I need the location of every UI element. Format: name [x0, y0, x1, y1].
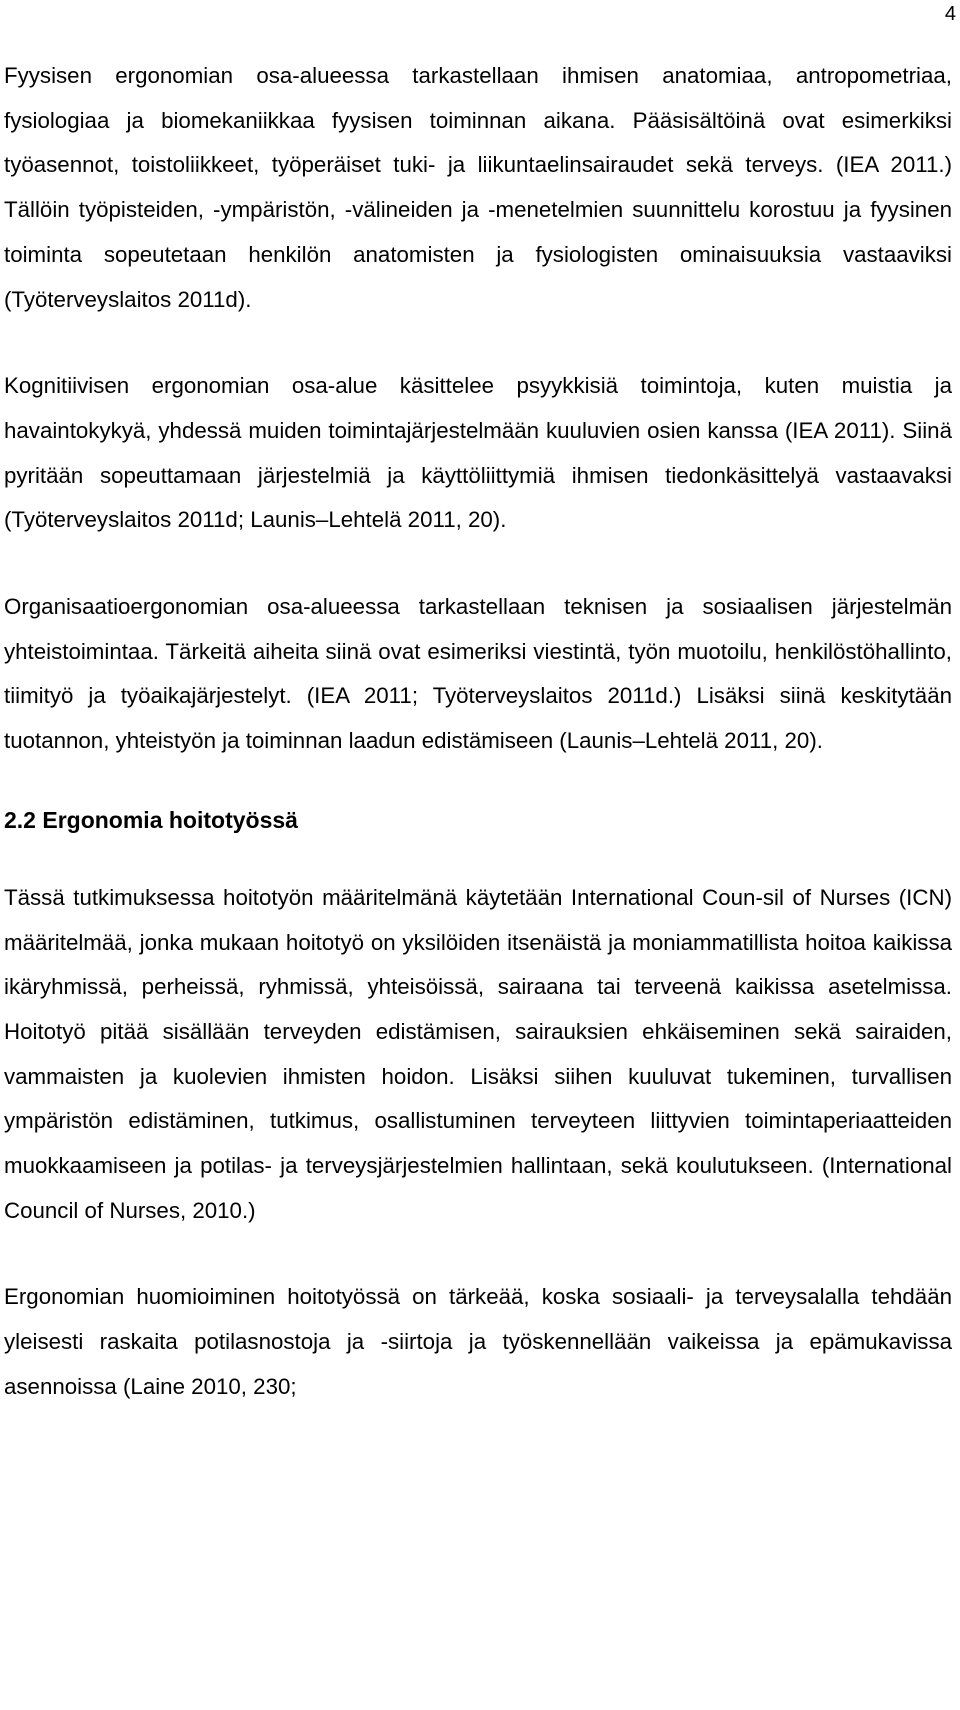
document-body	[4, 54, 952, 1410]
section-heading: 2.2 Ergonomia hoitotyössä	[4, 806, 298, 833]
paragraph-ergonomics-in-nursing: Ergonomian huomioiminen hoitotyössä on tärkeää, koska sosiaali- ja terveysalalla tehdään yleisesti raskaita potilasnostoja ja -siirtoja ja työskennellään vaikeissa ja epämukavissa asennoissa (Laine 2010, 230;	[4, 1284, 952, 1399]
paragraph-nursing-definition: Tässä tutkimuksessa hoitotyön määritelmänä käytetään International Coun-sil of Nurses (ICN) määritelmää, jonka mukaan hoitotyö on yksilöiden itsenäistä ja moniammatillista hoitoa kaikissa ikäryhmissä, perheissä, ryhmissä, yhteisöissä, sairaana tai terveenä kaikissa asetelmissa. Hoitotyö pitää sisällään terveyden edistämisen, sairauksien ehkäiseminen sekä sairaiden, vammaisten ja kuolevien ihmisten hoidon. Lisäksi siihen kuuluvat tukeminen, turvallisen ympäristön edistäminen, tutkimus, osallistuminen terveyteen liittyvien toimintaperiaatteiden muokkaamiseen ja potilas- ja terveysjärjestelmien hallintaan, sekä koulutukseen. (International Council of Nurses, 2010.)	[4, 884, 952, 1223]
page-number: 4	[944, 3, 956, 25]
paragraph-cognitive-ergonomics: Kognitiivisen ergonomian osa-alue käsittelee psyykkisiä toimintoja, kuten muistia ja havaintokykyä, yhdessä muiden toimintajärjestelmään kuuluvien osien kanssa (IEA 2011). Siinä pyritään sopeuttamaan järjestelmiä ja käyttöliittymiä ihmisen tiedonkäsittelyä vastaavaksi (Työterveyslaitos 2011d; Launis–Lehtelä 2011, 20).	[4, 373, 952, 533]
paragraph-organizational-ergonomics: Organisaatioergonomian osa-alueessa tarkastellaan teknisen ja sosiaalisen järjestelmän yhteistoimintaa. Tärkeitä aiheita siinä ovat esimeriksi viestintä, työn muotoilu, henkilöstöhallinto, tiimityö ja työaikajärjestelyt. (IEA 2011; Työterveyslaitos 2011d.) Lisäksi siinä keskitytään tuotannon, yhteistyön ja toiminnan laadun edistämiseen (Launis–Lehtelä 2011, 20).	[4, 594, 952, 754]
paragraph-physical-ergonomics: Fyysisen ergonomian osa-alueessa tarkastellaan ihmisen anatomiaa, antropometriaa, fysiologiaa ja biomekaniikkaa fyysisen toiminnan aikana. Pääsisältöinä ovat esimerkiksi työasennot, toistoliikkeet, työperäiset tuki- ja liikuntaelinsairaudet sekä terveys. (IEA 2011.) Tällöin työpisteiden, -ympäristön, -välineiden ja -menetelmien suunnittelu korostuu ja fyysinen toiminta sopeutetaan henkilön anatomisten ja fysiologisten ominaisuuksia vastaaviksi (Työterveyslaitos 2011d).	[4, 63, 952, 312]
